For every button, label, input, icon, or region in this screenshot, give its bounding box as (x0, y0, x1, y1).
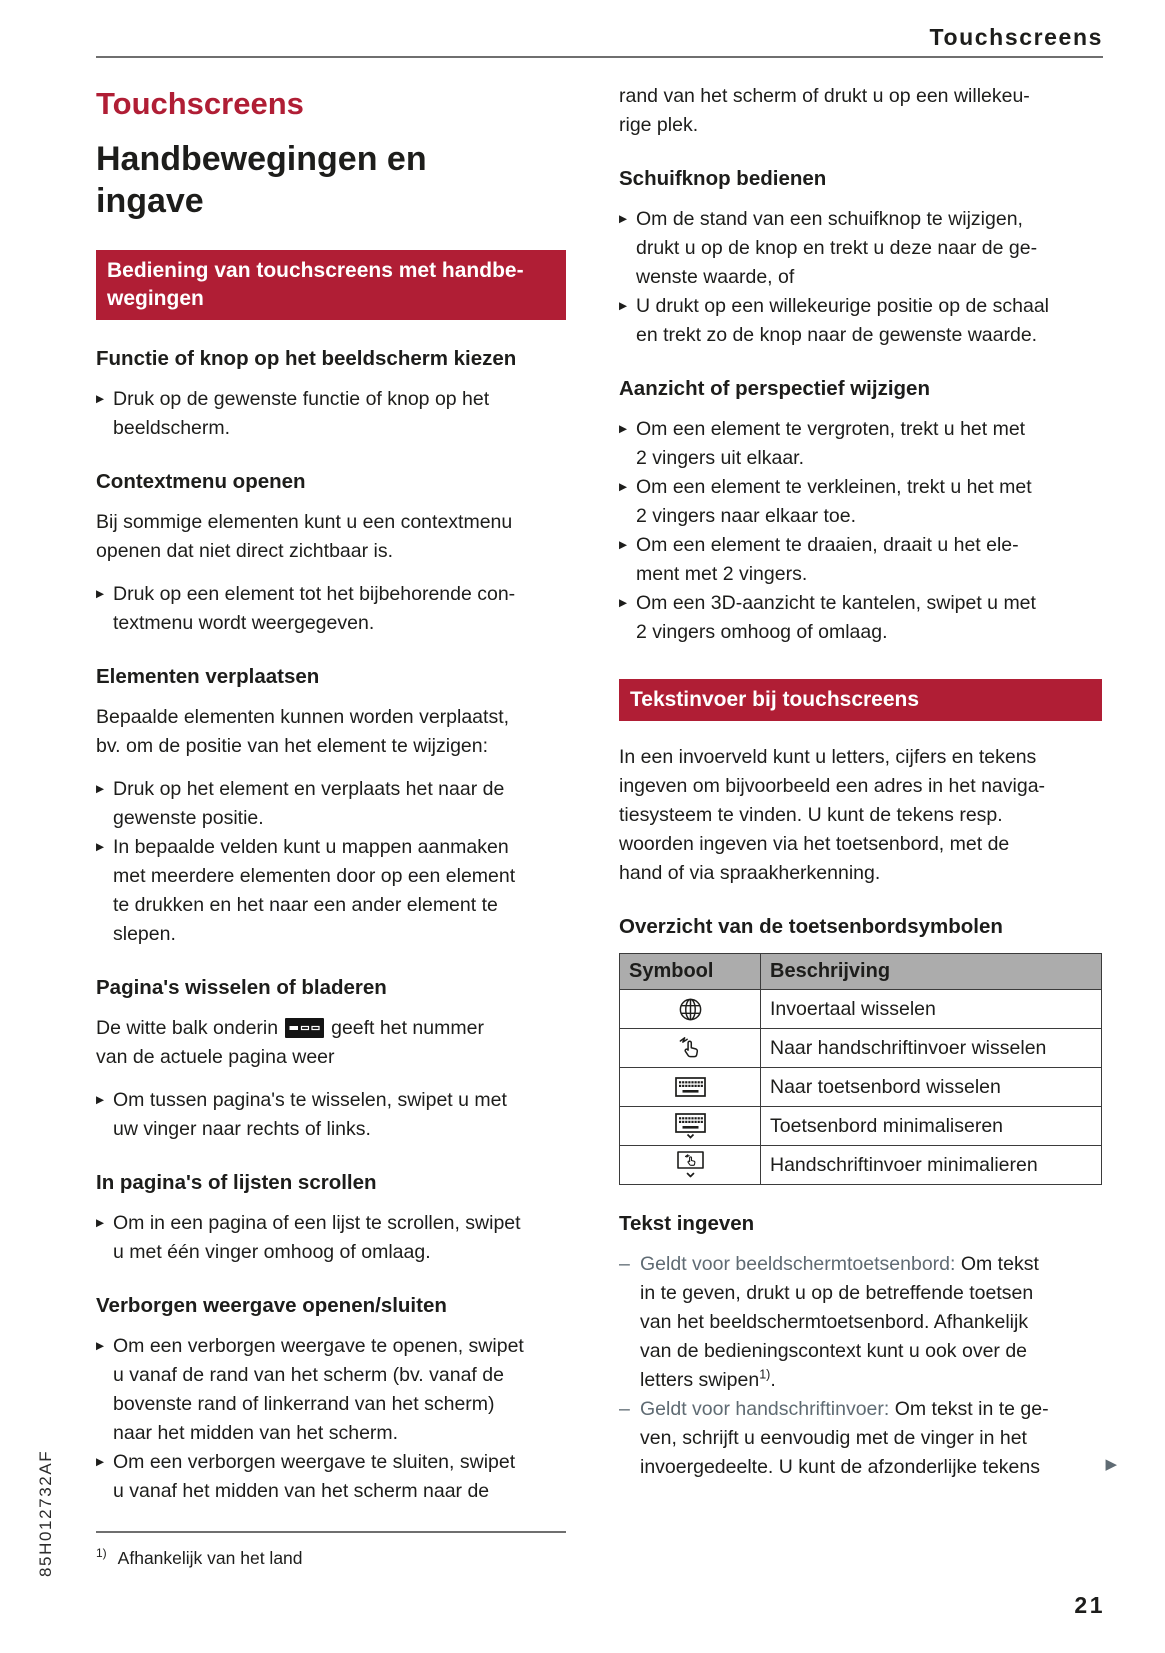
bullet-item (96, 1332, 566, 1448)
dash-marker: – (619, 1253, 630, 1275)
bullet-arrow-icon: ▶ (619, 539, 628, 551)
column-header-symbol: Symbool (620, 954, 761, 990)
text-line: Bij sommige elementen kunt u een contextmenu (96, 510, 513, 533)
bullet-arrow-icon: ▶ (619, 213, 628, 225)
bullet-text (636, 473, 1102, 531)
text-line: u vanaf het midden van het scherm naar de (113, 1479, 490, 1502)
text-line: U drukt op een willekeurige positie op de schaal (636, 295, 1049, 317)
paragraph-with-icon (96, 1014, 566, 1072)
subsection-heading: In pagina's of lijsten scrollen (96, 1170, 377, 1194)
text-line (640, 1395, 1102, 1424)
paragraph (619, 743, 1102, 888)
bullet-group (619, 205, 1102, 350)
bullet-item (96, 1209, 566, 1267)
bullet-arrow-icon: ▶ (96, 1216, 105, 1229)
text-line: ingave (96, 181, 204, 220)
table-row (620, 1146, 1102, 1185)
footnote (96, 1546, 303, 1569)
bullet-group (96, 1332, 566, 1506)
bullet-arrow-icon: ▶ (96, 782, 105, 795)
dash-list (619, 1250, 1117, 1482)
bullet-text (113, 1332, 566, 1448)
dash-item (619, 1395, 1117, 1482)
dash-text (640, 1250, 1102, 1395)
bullet-group (96, 385, 566, 443)
right-column (619, 78, 1117, 1496)
bullet-item (619, 415, 1102, 473)
subsection-heading: Verborgen weergave openen/sluiten (96, 1293, 447, 1317)
text-line: Druk op de gewenste functie of knop op het (113, 387, 490, 410)
dash-item (619, 1250, 1102, 1395)
bullet-item (619, 589, 1102, 647)
bullet-arrow-icon: ▶ (96, 1093, 105, 1106)
bullet-text (113, 1448, 566, 1506)
text-line: 2 vingers naar elkaar toe. (636, 505, 857, 527)
text-line: slepen. (113, 922, 176, 945)
bullet-group (96, 775, 566, 949)
footnote-rule (96, 1531, 566, 1533)
keyboard-minimize-icon (620, 1107, 761, 1146)
bullet-item (96, 580, 566, 638)
bullet-arrow-icon: ▶ (619, 481, 628, 493)
text-line: Om een verborgen weergave te openen, swipet (113, 1334, 524, 1357)
page-title (96, 138, 566, 222)
header-rule (96, 56, 1103, 58)
bullet-item (619, 205, 1102, 292)
text-line: van het beeldschermtoetsenbord. Afhankelijk (640, 1311, 1029, 1333)
text-line: tiesysteem te vinden. U kunt de tekens resp. (619, 804, 1003, 826)
bullet-group (96, 1086, 566, 1144)
bullet-item (619, 473, 1102, 531)
subsection-heading: Functie of knop op het beeldscherm kiezen (96, 346, 517, 370)
paragraph (96, 703, 566, 761)
text-line: te drukken en het naar een ander element te (113, 893, 498, 916)
chapter-title: Touchscreens (96, 86, 304, 121)
text-line: Bediening van touchscreens met handbe- (107, 258, 524, 282)
text-line: u met één vinger omhoog of omlaag. (113, 1240, 431, 1263)
text-line: invoergedeelte. U kunt de afzonderlijke tekens (640, 1456, 1040, 1478)
subsection-heading: Tekst ingeven (619, 1212, 755, 1235)
bullet-text (113, 775, 566, 833)
bullet-item (96, 775, 566, 833)
left-column (96, 78, 566, 1520)
symbol-description: Naar toetsenbord wisselen (761, 1068, 1102, 1107)
bullet-text (636, 415, 1102, 473)
bullet-text (636, 531, 1102, 589)
text-line: bv. om de positie van het element te wijzigen: (96, 734, 489, 757)
paragraph (96, 508, 566, 566)
footnote-marker: 1) (96, 1546, 107, 1560)
text-line: Bepaalde elementen kunnen worden verplaatst, (96, 705, 510, 728)
bullet-item (96, 1086, 566, 1144)
text-line: en trekt zo de knop naar de gewenste waarde. (636, 324, 1038, 346)
footnote-text: Afhankelijk van het land (117, 1547, 303, 1568)
text-line: Om een 3D-aanzicht te kantelen, swipet u met (636, 592, 1036, 614)
bullet-arrow-icon: ▶ (619, 300, 628, 312)
text-line: gewenste positie. (113, 806, 264, 829)
text-line: drukt u op de knop en trekt u deze naar de ge- (636, 237, 1038, 259)
table-row (620, 1068, 1102, 1107)
text-line: Handbewegingen en (96, 139, 427, 178)
dash-text (640, 1395, 1117, 1482)
text-line: openen dat niet direct zichtbaar is. (96, 539, 394, 562)
text-line: ingeven om bijvoorbeeld een adres in het naviga- (619, 775, 1046, 797)
section-banner (96, 250, 566, 320)
text-line: In een invoerveld kunt u letters, cijfers en tekens (619, 746, 1037, 768)
column-header-description: Beschrijving (761, 954, 1102, 990)
subsection-heading: Overzicht van de toetsenbordsymbolen (619, 915, 1003, 938)
text-line: beeldscherm. (113, 416, 231, 439)
text-line: u vanaf de rand van het scherm (bv. vanaf de (113, 1363, 504, 1386)
page-indicator-icon (285, 1018, 324, 1038)
text-line: Om een verborgen weergave te sluiten, swipet (113, 1450, 516, 1473)
context-label: Geldt voor handschriftinvoer: (640, 1398, 890, 1420)
text-line: ment met 2 vingers. (636, 563, 808, 585)
text-line: Druk op het element en verplaats het naar de (113, 777, 505, 800)
text-line: Om tussen pagina's te wisselen, swipet u met (113, 1088, 507, 1111)
bullet-item (96, 833, 566, 949)
text-line: Om de stand van een schuifknop te wijzigen, (636, 208, 1023, 230)
section-banner: Tekstinvoer bij touchscreens (619, 679, 1102, 721)
symbol-description: Handschriftinvoer minimalieren (761, 1146, 1102, 1185)
text-fragment: letters swipen (640, 1369, 760, 1391)
text-line: textmenu wordt weergegeven. (113, 611, 375, 634)
bullet-arrow-icon: ▶ (619, 423, 628, 435)
text-fragment: Om tekst in te ge- (889, 1398, 1049, 1420)
bullet-text (636, 292, 1102, 350)
text-line (640, 1366, 1102, 1395)
subsection-heading: Elementen verplaatsen (96, 664, 320, 688)
text-line: In bepaalde velden kunt u mappen aanmaken (113, 835, 509, 858)
text-line: Om een element te draaien, draait u het ele- (636, 534, 1019, 556)
subsection-heading: Contextmenu openen (96, 469, 306, 493)
bullet-item (96, 385, 566, 443)
table-row (620, 990, 1102, 1029)
text-line: uw vinger naar rechts of links. (113, 1117, 371, 1140)
bullet-item (96, 1448, 566, 1506)
table-header-row (620, 954, 1102, 990)
bullet-group (96, 1209, 566, 1267)
footnote-reference: 1) (759, 1367, 771, 1382)
paragraph (619, 82, 1102, 140)
spine-code: 85H012732AF (36, 1449, 55, 1577)
bullet-arrow-icon: ▶ (96, 840, 105, 853)
bullet-group (96, 580, 566, 638)
bullet-text (113, 1086, 566, 1144)
bullet-text (636, 589, 1102, 647)
table-row (620, 1107, 1102, 1146)
bullet-item (619, 292, 1102, 350)
subsection-heading: Aanzicht of perspectief wijzigen (619, 377, 930, 400)
text-line (96, 1014, 566, 1043)
continuation-arrow-icon: ▶ (1105, 1456, 1117, 1473)
bullet-arrow-icon: ▶ (96, 392, 105, 405)
dash-marker: – (619, 1398, 630, 1420)
running-header: Touchscreens (929, 24, 1103, 50)
handwriting-minimize-icon (620, 1146, 761, 1185)
text-line: van de actuele pagina weer (96, 1045, 335, 1068)
bullet-arrow-icon: ▶ (96, 587, 105, 600)
text-line: hand of via spraakherkenning. (619, 862, 881, 884)
text-line (640, 1250, 1102, 1279)
text-line: woorden ingeven via het toetsenbord, met de (619, 833, 1010, 855)
bullet-group (619, 415, 1102, 647)
symbol-description: Toetsenbord minimaliseren (761, 1107, 1102, 1146)
bullet-arrow-icon: ▶ (96, 1455, 105, 1468)
text-line: 2 vingers uit elkaar. (636, 447, 805, 469)
globe-icon (620, 990, 761, 1029)
handwriting-input-icon (620, 1029, 761, 1068)
context-label: Geldt voor beeldschermtoetsenbord: (640, 1253, 956, 1275)
text-line: wenste waarde, of (636, 266, 795, 288)
bullet-arrow-icon: ▶ (96, 1339, 105, 1352)
bullet-text (113, 833, 566, 949)
table-row (620, 1029, 1102, 1068)
page-number: 21 (1074, 1592, 1105, 1618)
text-line: ven, schrijft u eenvoudig met de vinger in het (640, 1427, 1027, 1449)
text-line: van de bedieningscontext kunt u ook over de (640, 1340, 1028, 1362)
text-line: Om een element te vergroten, trekt u het met (636, 418, 1026, 440)
text-line: rand van het scherm of drukt u op een willekeu- (619, 85, 1030, 107)
symbol-description: Naar handschriftinvoer wisselen (761, 1029, 1102, 1068)
text-line: met meerdere elementen door op een element (113, 864, 516, 887)
bullet-text (636, 205, 1102, 292)
keyboard-icon (620, 1068, 761, 1107)
text-fragment: geeft het nummer (331, 1016, 484, 1039)
text-line: bovenste rand of linkerrand van het scherm) (113, 1392, 495, 1415)
subsection-heading: Pagina's wisselen of bladeren (96, 975, 387, 999)
text-line: wegingen (107, 286, 204, 310)
bullet-item (619, 531, 1102, 589)
symbol-description: Invoertaal wisselen (761, 990, 1102, 1029)
bullet-text (113, 385, 566, 443)
bullet-arrow-icon: ▶ (619, 597, 628, 609)
text-line: 2 vingers omhoog of omlaag. (636, 621, 888, 643)
subsection-heading: Schuifknop bedienen (619, 167, 827, 190)
text-fragment: . (770, 1369, 776, 1391)
text-fragment: Om tekst (955, 1253, 1039, 1275)
text-line: naar het midden van het scherm. (113, 1421, 399, 1444)
keyboard-symbols-table (619, 953, 1102, 1185)
text-line: Om in een pagina of een lijst te scrollen, swipet (113, 1211, 521, 1234)
text-fragment: De witte balk onderin (96, 1016, 279, 1039)
text-line: rige plek. (619, 114, 699, 136)
text-line: Om een element te verkleinen, trekt u het met (636, 476, 1032, 498)
text-line: Druk op een element tot het bijbehorende con- (113, 582, 516, 605)
bullet-text (113, 580, 566, 638)
bullet-text (113, 1209, 566, 1267)
text-line: in te geven, drukt u op de betreffende toetsen (640, 1282, 1034, 1304)
